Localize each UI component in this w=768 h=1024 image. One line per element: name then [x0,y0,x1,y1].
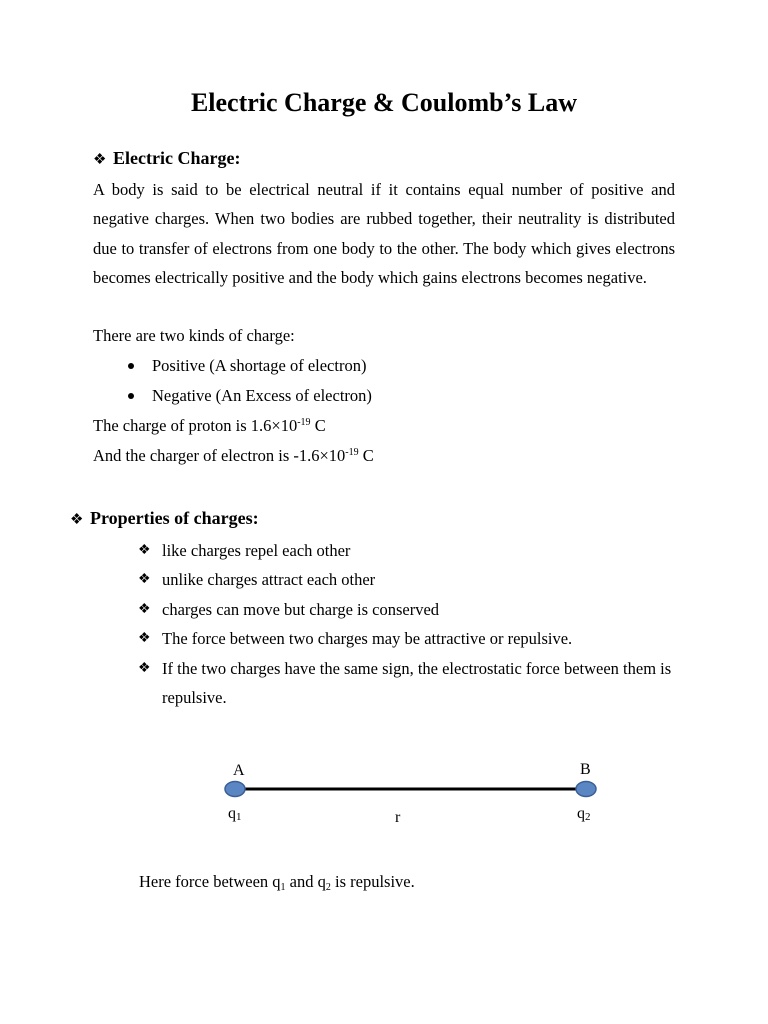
diamond-bullet-icon: ❖ [138,660,151,676]
label-a: A [233,762,245,779]
list-item: ❖ unlike charges attract each other [138,565,678,594]
proton-charge-unit: C [310,416,326,435]
diamond-bullet-icon: ❖ [138,572,151,588]
proton-charge-line [93,414,326,438]
list-item: ❖ If the two charges have the same sign, the electrostatic force between them is repulsive. [138,654,678,713]
electron-charge-exponent: -19 [345,447,359,458]
list-item: ❖ The force between two charges may be attractive or repulsive. [138,624,678,653]
bullet-dot-icon [128,393,134,399]
list-item: ❖ like charges repel each other [138,536,678,565]
diamond-bullet-icon: ❖ [138,543,151,558]
section-heading-text: Electric Charge: [113,148,241,168]
diamond-bullet-icon: ❖ [93,152,107,168]
electron-charge-line [93,444,374,468]
properties-list [138,536,678,712]
kind-item-negative: Negative (An Excess of electron) [152,386,372,405]
diagram-caption: Here force between $q_1$ and $q_2$ is repulsive. [139,872,415,893]
section-heading-electric-charge [93,146,240,172]
diamond-bullet-icon: ❖ [138,601,151,617]
diamond-bullet-icon: ❖ [70,512,84,528]
list-item: ❖ charges can move but charge is conserved [138,595,678,624]
label-b: B [580,761,591,778]
electric-charge-paragraph: A body is said to be electrical neutral if it contains equal number of positive and negative charges. When two bodies are rubbed together, their neutrality is distributed due to transfer of electrons from one body to the other. The body which gives electrons becomes electrically positive and the body which gains electrons becomes negative. [93,180,675,288]
page-title: Electric Charge & Coulomb’s Law [190,88,578,117]
kind-item-positive: Positive (A shortage of electron) [152,356,367,375]
diamond-bullet-icon: ❖ [138,631,151,647]
charge-b-node [576,782,596,797]
distance-label: r [395,809,401,826]
bullet-dot-icon [128,363,134,369]
proton-charge-exponent: -19 [297,417,311,428]
charge-q2-label: q2 [577,805,591,823]
electron-charge-unit: C [358,446,374,465]
kinds-intro: There are two kinds of charge: [93,326,295,345]
proton-charge-text: The charge of proton is 1.6×10 [93,416,298,435]
charges-diagram [200,750,620,840]
section-heading-properties [70,506,259,532]
section-heading-text: Properties of charges: [90,508,259,528]
electron-charge-text: And the charger of electron is -1.6×10 [93,446,346,465]
charge-q1-label: q1 [228,805,242,823]
charge-a-node [225,782,245,797]
